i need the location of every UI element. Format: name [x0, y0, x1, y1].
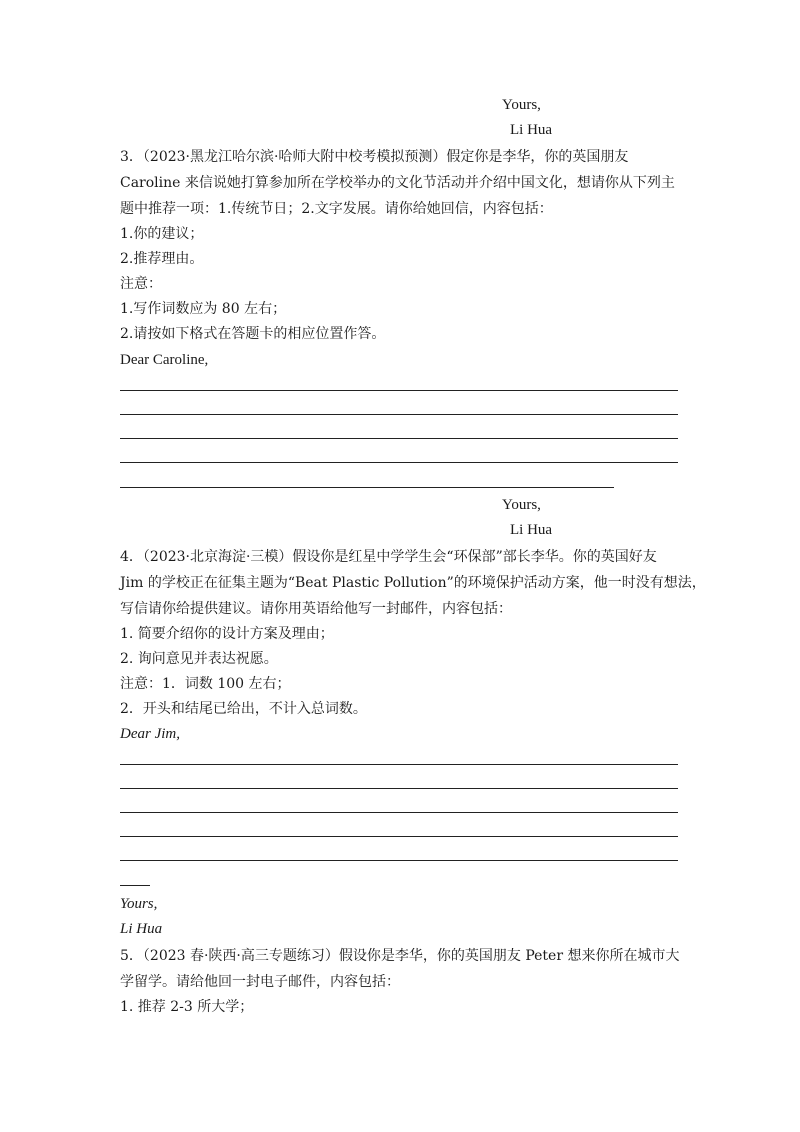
q3-answer-line [120, 487, 614, 488]
q2-closing-yours: Yours, [502, 97, 541, 113]
q3-answer-line [120, 414, 678, 415]
q4-closing-yours: Yours, [120, 896, 158, 912]
q4-answer-line [120, 860, 678, 861]
q4-point-1: 1. 简要介绍你的设计方案及理由； [120, 626, 334, 642]
q4-greeting: Dear Jim, [120, 726, 180, 742]
q3-note-1: 1.写作词数应为 80 左右； [120, 301, 287, 317]
q3-prompt-line-2: Caroline 来信说她打算参加所在学校举办的文化节活动并介绍中国文化，想请你从下列主 [120, 175, 675, 191]
q4-prompt-line-3: 写信请你给提供建议。请你用英语给他写一封邮件，内容包括： [120, 601, 512, 617]
q3-greeting: Dear Caroline, [120, 352, 209, 368]
q4-answer-line [120, 836, 678, 837]
q4-point-2: 2. 询问意见并表达祝愿。 [120, 651, 278, 667]
q5-point-1: 1. 推荐 2-3 所大学； [120, 999, 254, 1015]
q5-prompt-line-2: 学留学。请给他回一封电子邮件，内容包括： [120, 974, 400, 990]
q4-prompt-line-1: 4．（2023·北京海淀·三模）假设你是红星中学学生会“环保部”部长李华。你的英国好友 [120, 549, 657, 565]
q2-closing-name: Li Hua [510, 122, 553, 138]
q3-answer-line [120, 438, 678, 439]
q4-answer-line [120, 812, 678, 813]
q3-closing-name: Li Hua [510, 522, 553, 538]
q3-answer-line [120, 390, 678, 391]
q3-note-title: 注意： [120, 276, 162, 292]
q3-answer-line [120, 462, 678, 463]
q3-note-2: 2.请按如下格式在答题卡的相应位置作答。 [120, 326, 386, 342]
q3-prompt-line-3: 题中推荐一项：1.传统节日；2.文字发展。请你给她回信，内容包括： [120, 201, 553, 217]
q3-point-2: 2.推荐理由。 [120, 251, 204, 267]
q4-answer-line-short [120, 885, 150, 886]
q3-point-1: 1.你的建议； [120, 226, 204, 242]
q4-prompt-line-2: Jim 的学校正在征集主题为“Beat Plastic Pollution”的环境保护活动方案，他一时没有想法， [120, 575, 706, 591]
q3-closing-yours: Yours, [502, 497, 541, 513]
q4-answer-line [120, 788, 678, 789]
q4-answer-line [120, 764, 678, 765]
q4-note-2: 2．开头和结尾已给出，不计入总词数。 [120, 701, 367, 717]
q4-closing-name: Li Hua [120, 921, 163, 937]
q4-note-1: 注意：1．词数 100 左右； [120, 676, 291, 692]
q5-prompt-line-1: 5．（2023 春·陕西·高三专题练习）假设你是李华，你的英国朋友 Peter 想来你所在城市大 [120, 948, 680, 964]
q3-prompt-line-1: 3．（2023·黑龙江哈尔滨·哈师大附中校考模拟预测）假定你是李华，你的英国朋友 [120, 149, 629, 165]
